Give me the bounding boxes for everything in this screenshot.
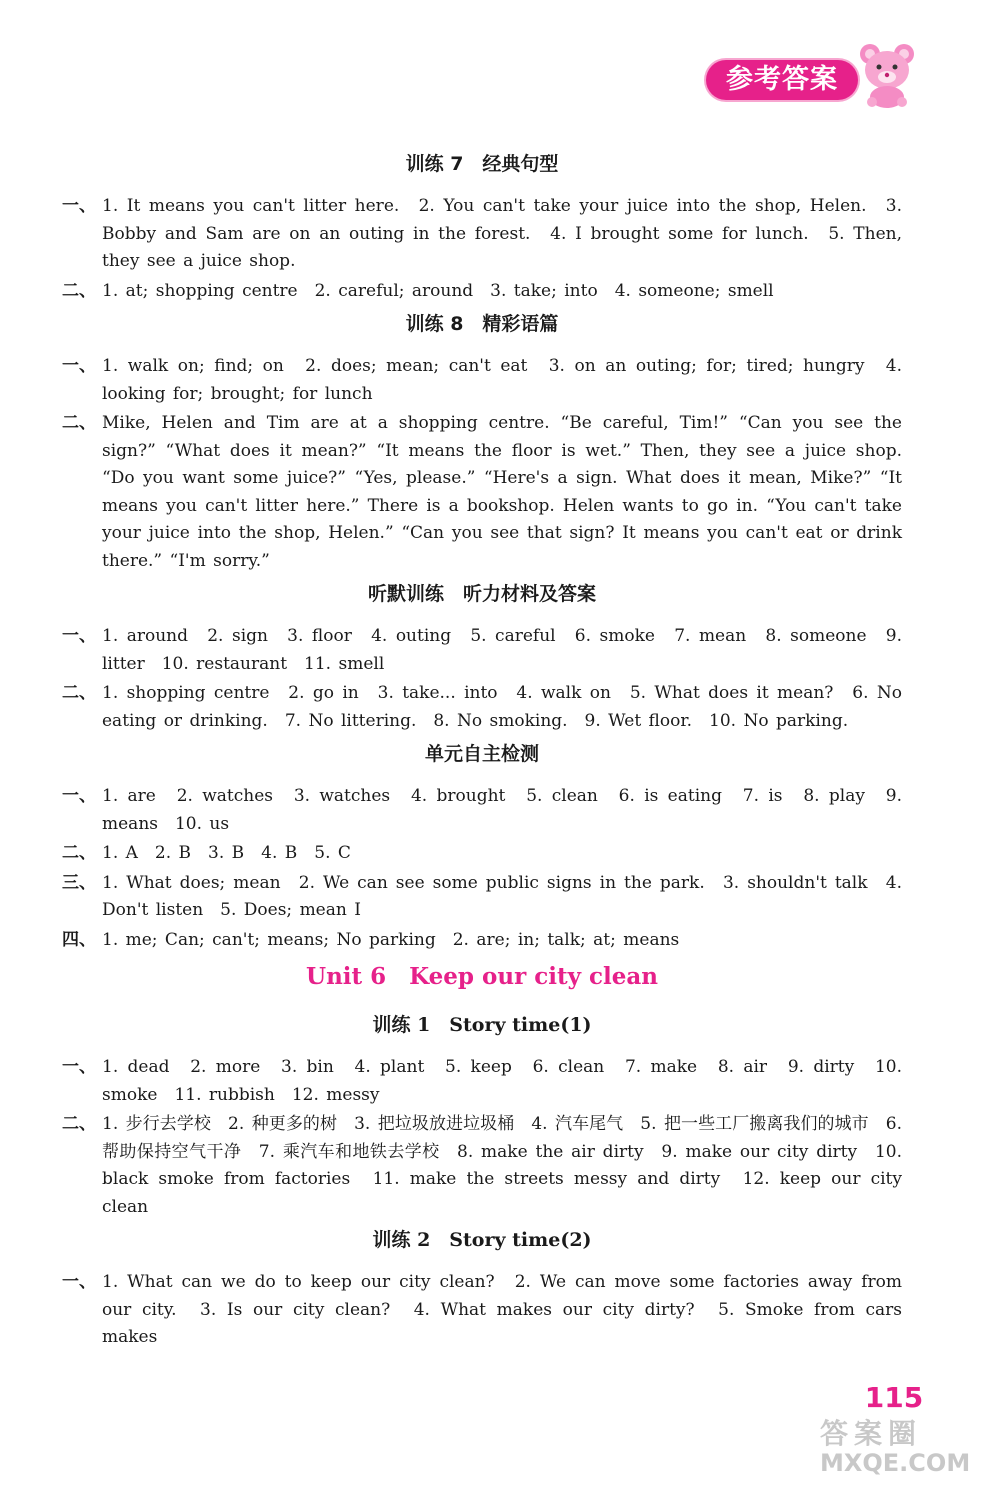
item-number: 二、: [62, 280, 96, 301]
section-training-8: [62, 311, 902, 575]
item-text: Mike, Helen and Tim are at a shopping centre. “Be careful, Tim!” “Can you see the sign?” “What does it mean?” “It means the floor is wet.” Then, they see a juice shop. “Do you want some juice?” “Yes, please.” “Here's a sign. What does it mean, Mike?” “It means you can't litter here.” There is a bookshop. Helen wants to go in. “You can't take your juice into the shop, Helen.” “Can you see that sign? It means you can't eat or drink there.” “I'm sorry.”: [102, 413, 902, 571]
section-unit6-training-1: [62, 1012, 902, 1221]
item-number: 二、: [62, 843, 96, 863]
item-number: 二、: [62, 1114, 96, 1134]
section-heading: 听默训练 听力材料及答案: [367, 583, 596, 605]
page-number: 115: [864, 1381, 924, 1414]
section-heading: 训练 7 经典句型: [405, 153, 559, 175]
answer-item: [62, 278, 902, 306]
item-text: 1. What does; mean 2. We can see some public signs in the park. 3. shouldn't talk 4. Don't listen 5. Does; mean I: [102, 872, 902, 920]
item-text: 1. dead 2. more 3. bin 4. plant 5. keep 6. clean 7. make 8. air 9. dirty 10. smoke 11. rubbish 12. messy: [102, 1057, 902, 1105]
section-heading: 训练 2 Story time(2): [372, 1229, 592, 1251]
answer-item: [62, 1111, 902, 1221]
item-text: 1. A 2. B 3. B 4. B 5. C: [102, 843, 351, 863]
answer-item: [62, 193, 902, 276]
section-listening: [62, 581, 902, 735]
section-heading: 单元自主检测: [424, 743, 539, 765]
answer-item: [62, 1269, 902, 1352]
item-number: 一、: [62, 626, 96, 646]
item-number: 一、: [62, 1272, 96, 1292]
answer-item: [62, 353, 902, 408]
section-unit6-training-2: [62, 1227, 902, 1352]
item-text: 1. It means you can't litter here. 2. You can't take your juice into the shop, Helen. 3. Bobby and Sam are on an outing in the forest. 4. I brought some for lunch. 5. Then, they see a juice shop.: [102, 196, 902, 271]
item-text: 1. me; Can; can't; means; No parking 2. are; in; talk; at; means: [102, 929, 680, 950]
item-number: 一、: [62, 1057, 96, 1077]
answer-item: [62, 410, 902, 575]
section-unit-test: [62, 741, 902, 954]
answer-item: [62, 623, 902, 678]
item-text: 1. What can we do to keep our city clean? 2. We can move some factories away from our city. 3. Is our city clean? 4. What makes our city dirty? 5. Smoke from cars makes: [102, 1272, 902, 1347]
answer-item: [62, 1054, 902, 1109]
item-text: 1. at; shopping centre 2. careful; around 3. take; into 4. someone; smell: [102, 280, 774, 301]
answer-item: [62, 927, 902, 955]
item-number: 一、: [62, 786, 96, 806]
item-text: 1. shopping centre 2. go in 3. take... into 4. walk on 5. What does it mean? 6. No eating or drinking. 7. No littering. 8. No smoking. 9. Wet floor. 10. No parking.: [102, 683, 902, 731]
item-number: 一、: [62, 356, 96, 376]
item-number: 四、: [62, 929, 96, 950]
section-heading: 训练 8 精彩语篇: [405, 313, 559, 335]
answer-key-badge: 参考答案: [706, 60, 858, 100]
watermark-logo: [820, 1418, 990, 1478]
item-number: 三、: [62, 872, 96, 893]
item-number: 二、: [62, 683, 96, 703]
watermark-top: 答案圈: [820, 1417, 923, 1450]
answer-content: [62, 145, 902, 1354]
section-heading: 训练 1 Story time(1): [372, 1014, 592, 1036]
answer-item: [62, 783, 902, 838]
watermark-bottom: MXQE.COM: [820, 1449, 971, 1477]
item-text: 1. 步行去学校 2. 种更多的树 3. 把垃圾放进垃圾桶 4. 汽车尾气 5. 把一些工厂搬离我们的城市 6. 帮助保持空气干净 7. 乘汽车和地铁去学校 8. make the air dirty 9. make our city dirty 10. black smoke from factories 11. make the streets messy and dirty 12. keep our city clean: [102, 1114, 902, 1217]
item-number: 一、: [62, 196, 96, 216]
answer-item: [62, 680, 902, 735]
section-training-7: [62, 151, 902, 305]
teddy-bear-icon: [856, 42, 918, 108]
item-text: 1. walk on; find; on 2. does; mean; can't eat 3. on an outing; for; tired; hungry 4. looking for; brought; for lunch: [102, 356, 902, 404]
answer-item: [62, 840, 902, 868]
unit-title: Unit 6 Keep our city clean: [306, 963, 658, 990]
item-text: 1. around 2. sign 3. floor 4. outing 5. careful 6. smoke 7. mean 8. someone 9. litter 10. restaurant 11. smell: [102, 626, 902, 674]
answer-item: [62, 870, 902, 925]
item-number: 二、: [62, 413, 96, 433]
item-text: 1. are 2. watches 3. watches 4. brought 5. clean 6. is eating 7. is 8. play 9. means 10. us: [102, 786, 902, 834]
